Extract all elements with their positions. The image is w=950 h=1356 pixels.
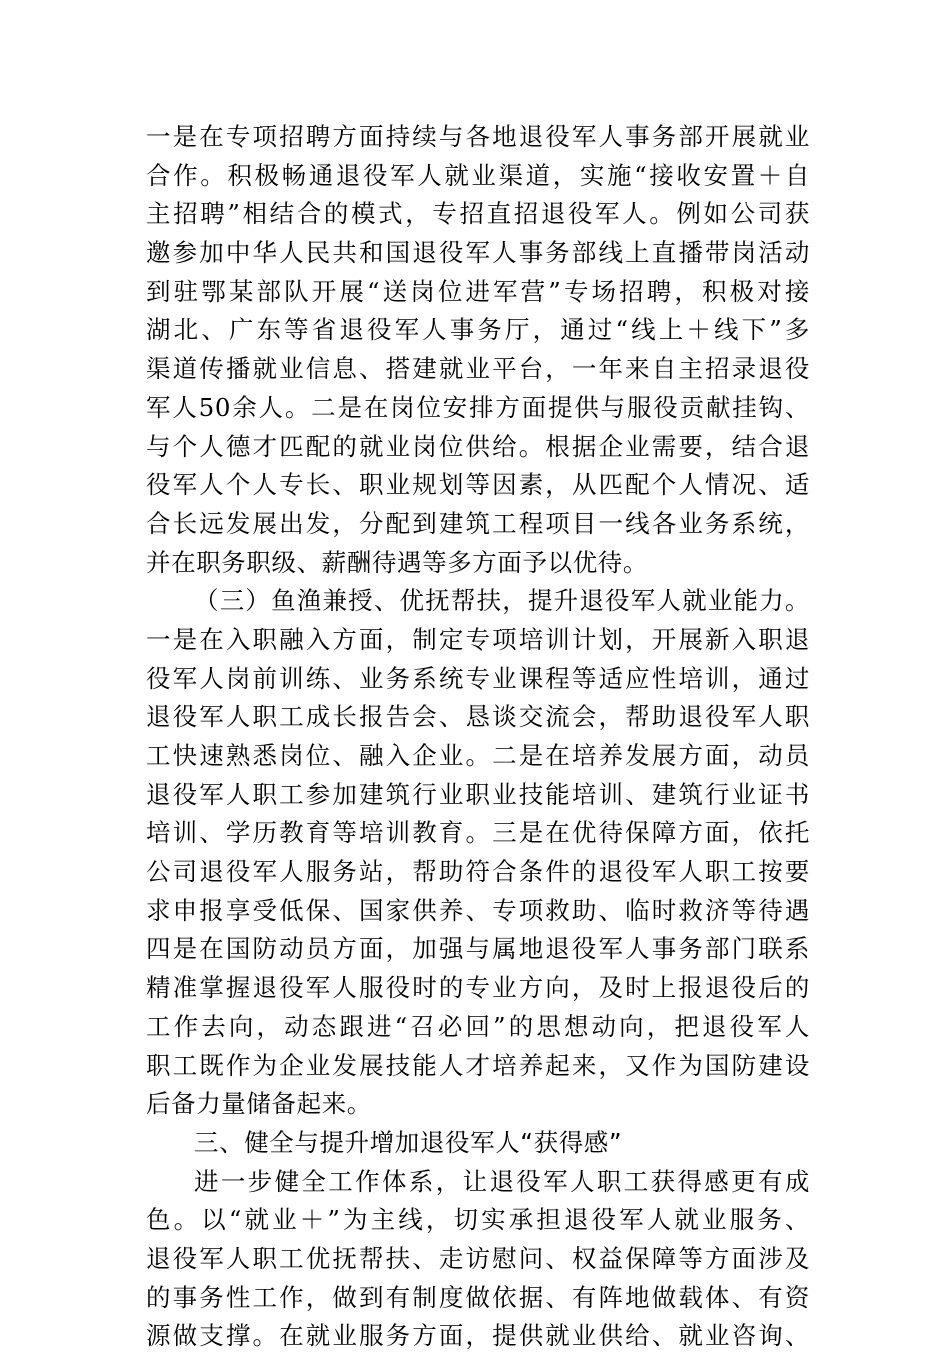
text-line: 色。以“就业＋”为主线，切实承担退役军人就业服务、 [146, 1205, 810, 1235]
text-line: 到驻鄂某部队开展“送岗位进军营”专场招聘，积极对接 [146, 276, 810, 306]
text-line: 并在职务职级、薪酬待遇等多方面予以优待。 [146, 547, 648, 577]
text-line: 一是在入职融入方面，制定专项培训计划，开展新入职退 [146, 624, 810, 654]
text-line: 进一步健全工作体系，让退役军人职工获得感更有成 [194, 1166, 810, 1196]
text-line: 与个人德才匹配的就业岗位供给。根据企业需要，结合退 [146, 431, 810, 461]
text-line: 源做支撑。在就业服务方面，提供就业供给、就业咨询、 [146, 1321, 810, 1351]
paragraph-recruitment [146, 118, 810, 582]
text-line: 退役军人职工优抚帮扶、走访慰问、权益保障等方面涉及 [146, 1243, 810, 1273]
text-line: 军人50余人。二是在岗位安排方面提供与服役贡献挂钩、 [146, 392, 810, 422]
text-line: 合长远发展出发，分配到建筑工程项目一线各业务系统， [146, 508, 810, 538]
text-line: 的事务性工作，做到有制度做依据、有阵地做载体、有资 [146, 1282, 810, 1312]
text-line: 退役军人职工成长报告会、恳谈交流会，帮助退役军人职 [146, 702, 810, 732]
paragraph-training [146, 582, 810, 1124]
text-line: 合作。积极畅通退役军人就业渠道，实施“接收安置＋自 [146, 160, 810, 190]
text-line: 工快速熟悉岗位、融入企业。二是在培养发展方面，动员 [146, 741, 810, 770]
text-line: 求申报享受低保、国家供养、专项救助、临时救济等待遇 [146, 895, 810, 925]
document-page [146, 118, 810, 1356]
text-line: 工作去向，动态跟进“召必回”的思想动向，把退役军人 [146, 1011, 810, 1041]
subsection-heading: （三）鱼渔兼授、优抚帮扶，提升退役军人就业能力。 [194, 586, 810, 616]
text-line: 役军人个人专长、职业规划等因素，从匹配个人情况、适 [146, 470, 810, 500]
text-line: 公司退役军人服务站，帮助符合条件的退役军人职工按要 [146, 857, 810, 887]
text-line: 退役军人职工参加建筑行业职业技能培训、建筑行业证书 [146, 779, 810, 809]
text-line: 培训、学历教育等培训教育。三是在优待保障方面，依托 [146, 818, 810, 848]
text-line: 一是在专项招聘方面持续与各地退役军人事务部开展就业 [146, 122, 810, 151]
text-line: 精准掌握退役军人服役时的专业方向，及时上报退役后的 [146, 973, 810, 1003]
text-line: 职工既作为企业发展技能人才培养起来，又作为国防建设 [146, 1050, 810, 1080]
text-line: 后备力量储备起来。 [146, 1089, 372, 1119]
paragraph-sense-of-gain [146, 1163, 810, 1356]
text-line: 渠道传播就业信息、搭建就业平台，一年来自主招录退役 [146, 354, 810, 384]
section-heading: 三、健全与提升增加退役军人“获得感” [194, 1127, 623, 1157]
text-line: 湖北、广东等省退役军人事务厅，通过“线上＋线下”多 [146, 315, 810, 345]
text-line: 四是在国防动员方面，加强与属地退役军人事务部门联系 [146, 934, 810, 964]
text-line: 邀参加中华人民共和国退役军人事务部线上直播带岗活动 [146, 238, 810, 268]
text-line: 役军人岗前训练、业务系统专业课程等适应性培训，通过 [146, 663, 810, 693]
text-line: 主招聘”相结合的模式，专招直招退役军人。例如公司获 [146, 199, 810, 229]
